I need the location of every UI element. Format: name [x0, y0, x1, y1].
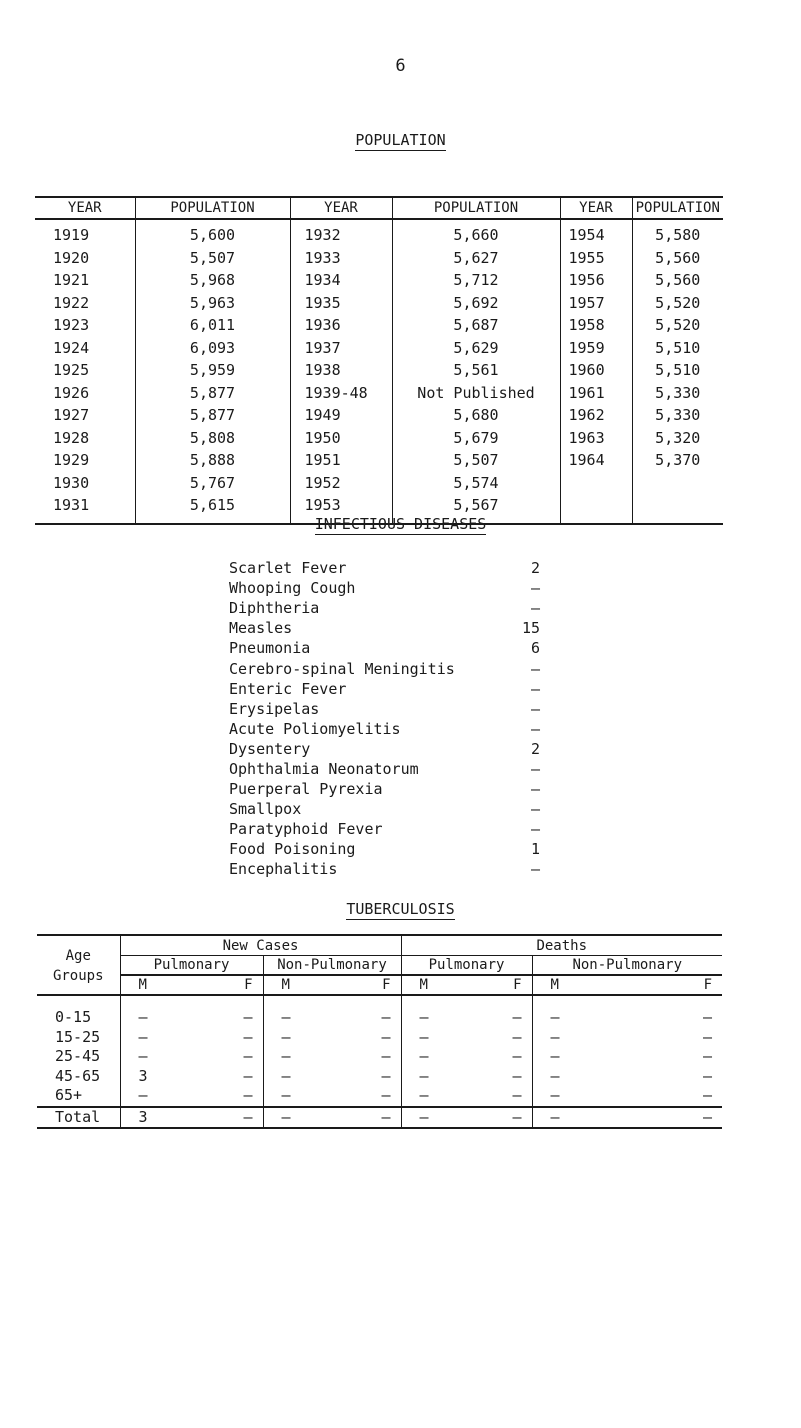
population-cell: 5,320	[632, 427, 723, 450]
disease-row	[229, 799, 540, 819]
value-m: –	[550, 1008, 560, 1027]
population-cell: 5,687	[392, 314, 560, 337]
year-cell: 1921	[53, 271, 90, 290]
value-f: –	[243, 1027, 253, 1046]
year-cell: 1963	[560, 427, 632, 450]
disease-count: –	[530, 820, 540, 839]
year-cell: 1954	[560, 219, 632, 247]
population-row	[35, 359, 723, 382]
disease-row	[229, 638, 540, 658]
disease-count: –	[530, 579, 540, 598]
new-non-pulmonary-mf: M F	[263, 975, 401, 995]
disease-count: –	[530, 780, 540, 799]
disease-row	[229, 759, 540, 779]
disease-count: 6	[530, 639, 540, 658]
value-m: –	[138, 1027, 148, 1046]
year-cell: 1939-48	[290, 382, 392, 405]
infectious-diseases-list	[229, 558, 540, 880]
population-cell: 5,888	[135, 449, 290, 472]
disease-count: –	[530, 599, 540, 618]
value-pair-cell	[263, 995, 401, 1028]
age-group-label: 45-65	[55, 1066, 101, 1085]
value-pair-cell	[263, 1067, 401, 1087]
year-cell: 1955	[560, 247, 632, 270]
deaths-non-pulmonary-mf: M F	[532, 975, 722, 995]
page-number: 6	[395, 56, 406, 76]
value-pair-cell	[401, 1047, 532, 1067]
value-f: –	[702, 1027, 712, 1046]
value-pair-cell	[263, 1107, 401, 1129]
year-cell: 1951	[290, 449, 392, 472]
disease-name: Pneumonia	[229, 639, 311, 658]
population-cell: 5,679	[392, 427, 560, 450]
year-cell: 1957	[560, 292, 632, 315]
disease-row	[229, 779, 540, 799]
population-cell: 5,507	[392, 449, 560, 472]
population-cell: 5,507	[135, 247, 290, 270]
value-m: –	[419, 1066, 429, 1085]
population-cell: 6,093	[135, 337, 290, 360]
value-pair-cell	[532, 1067, 722, 1087]
year-cell: 1929	[53, 451, 90, 470]
disease-count: 2	[530, 739, 540, 758]
value-f: –	[512, 1086, 522, 1105]
tuberculosis-heading: TUBERCULOSIS	[346, 900, 455, 918]
value-pair-cell	[263, 1028, 401, 1048]
value-m: –	[138, 1047, 148, 1066]
infectious-diseases-heading: INFECTIOUS DISEASES	[314, 515, 487, 533]
population-cell: 5,877	[135, 382, 290, 405]
population-cell: 5,574	[392, 472, 560, 495]
population-cell: 5,629	[392, 337, 560, 360]
year-cell: 1933	[290, 247, 392, 270]
population-row	[35, 247, 723, 270]
disease-count: –	[530, 800, 540, 819]
disease-count: –	[530, 719, 540, 738]
population-cell: 5,561	[392, 359, 560, 382]
value-pair-cell	[120, 1067, 263, 1087]
value-m: –	[419, 1027, 429, 1046]
value-f: –	[243, 1047, 253, 1066]
header-year: YEAR	[35, 197, 135, 219]
population-row	[35, 337, 723, 360]
population-cell: 5,560	[632, 269, 723, 292]
value-f: –	[243, 1086, 253, 1105]
population-cell: 5,560	[632, 247, 723, 270]
year-cell: 1932	[290, 219, 392, 247]
year-cell: 1964	[560, 449, 632, 472]
value-m: –	[550, 1027, 560, 1046]
population-cell: Not Published	[392, 382, 560, 405]
value-pair-cell	[120, 1086, 263, 1107]
disease-name: Paratyphoid Fever	[229, 820, 383, 839]
disease-name: Smallpox	[229, 800, 302, 819]
disease-count: –	[530, 860, 540, 879]
population-header-row	[35, 197, 723, 219]
population-heading: POPULATION	[355, 131, 446, 149]
population-cell: 5,370	[632, 449, 723, 472]
value-pair-cell	[532, 1047, 722, 1067]
deaths-header: Deaths	[401, 935, 722, 956]
population-cell: 5,520	[632, 292, 723, 315]
age-group-label: 0-15	[55, 1008, 92, 1027]
value-f: –	[512, 1027, 522, 1046]
population-row	[35, 314, 723, 337]
value-m: –	[550, 1107, 560, 1126]
population-cell: 5,767	[135, 472, 290, 495]
population-cell: 5,692	[392, 292, 560, 315]
disease-name: Cerebro-spinal Meningitis	[229, 659, 455, 678]
disease-name: Food Poisoning	[229, 840, 356, 859]
year-cell: 1958	[560, 314, 632, 337]
deaths-pulmonary-mf: M F	[401, 975, 532, 995]
value-f: –	[381, 1027, 391, 1046]
value-f: –	[702, 1107, 712, 1126]
year-cell: 1953	[290, 494, 392, 524]
population-cell: 5,520	[632, 314, 723, 337]
year-cell: 1925	[53, 361, 90, 380]
year-cell: 1938	[290, 359, 392, 382]
disease-row	[229, 859, 540, 879]
disease-name: Dysentery	[229, 739, 311, 758]
disease-name: Encephalitis	[229, 860, 338, 879]
population-row	[35, 382, 723, 405]
disease-name: Enteric Fever	[229, 679, 347, 698]
deaths-non-pulmonary-header: Non-Pulmonary	[532, 956, 722, 976]
value-f: –	[381, 1047, 391, 1066]
year-cell: 1937	[290, 337, 392, 360]
year-cell: 1923	[53, 316, 90, 335]
disease-count: 1	[530, 840, 540, 859]
value-f: –	[381, 1066, 391, 1085]
year-cell: 1920	[53, 248, 90, 267]
disease-count: –	[530, 759, 540, 778]
new-pulmonary-header: Pulmonary	[120, 956, 263, 976]
population-cell: 5,580	[632, 219, 723, 247]
disease-row	[229, 839, 540, 859]
population-cell: 5,510	[632, 337, 723, 360]
value-pair-cell	[401, 995, 532, 1028]
disease-count: 15	[521, 619, 540, 638]
value-pair-cell	[401, 1107, 532, 1129]
population-cell: 5,330	[632, 382, 723, 405]
value-f: –	[243, 1066, 253, 1085]
value-f: –	[702, 1066, 712, 1085]
age-group-label: 25-45	[55, 1047, 101, 1066]
value-pair-cell	[401, 1028, 532, 1048]
value-f: –	[512, 1008, 522, 1027]
population-row	[35, 472, 723, 495]
year-cell: 1922	[53, 293, 90, 312]
value-f: –	[512, 1066, 522, 1085]
value-pair-cell	[263, 1086, 401, 1107]
disease-name: Ophthalmia Neonatorum	[229, 759, 419, 778]
value-f: –	[512, 1107, 522, 1126]
value-m: –	[419, 1107, 429, 1126]
year-cell: 1936	[290, 314, 392, 337]
population-row	[35, 449, 723, 472]
disease-name: Puerperal Pyrexia	[229, 780, 383, 799]
disease-count: –	[530, 659, 540, 678]
year-cell: 1959	[560, 337, 632, 360]
disease-name: Acute Poliomyelitis	[229, 719, 401, 738]
disease-count: –	[530, 699, 540, 718]
value-f: –	[512, 1047, 522, 1066]
year-cell: 1961	[560, 382, 632, 405]
population-cell: 5,600	[135, 219, 290, 247]
value-m: –	[419, 1047, 429, 1066]
value-pair-cell	[120, 1107, 263, 1129]
age-group-label: 15-25	[55, 1027, 101, 1046]
value-m: –	[281, 1086, 291, 1105]
population-cell: 5,660	[392, 219, 560, 247]
disease-count: 2	[530, 559, 540, 578]
value-m: –	[550, 1047, 560, 1066]
value-m: –	[419, 1086, 429, 1105]
value-f: –	[243, 1107, 253, 1126]
value-pair-cell	[401, 1086, 532, 1107]
age-groups-header: Age Groups	[37, 935, 120, 995]
disease-name: Measles	[229, 619, 293, 638]
header-population: POPULATION	[135, 197, 290, 219]
disease-count: –	[530, 679, 540, 698]
population-row	[35, 292, 723, 315]
population-row	[35, 219, 723, 247]
total-row	[37, 1107, 722, 1129]
population-cell: 5,627	[392, 247, 560, 270]
population-cell	[632, 472, 723, 495]
value-pair-cell	[532, 1086, 722, 1107]
year-cell: 1930	[53, 473, 90, 492]
year-cell: 1924	[53, 338, 90, 357]
population-cell: 5,680	[392, 404, 560, 427]
population-row	[35, 269, 723, 292]
header-population: POPULATION	[392, 197, 560, 219]
value-f: –	[243, 1008, 253, 1027]
disease-row	[229, 719, 540, 739]
value-pair-cell	[532, 995, 722, 1028]
disease-name: Diphtheria	[229, 599, 320, 618]
age-group-row	[37, 995, 722, 1028]
population-row	[35, 427, 723, 450]
year-cell: 1950	[290, 427, 392, 450]
year-cell: 1927	[53, 406, 90, 425]
year-cell: 1952	[290, 472, 392, 495]
year-cell: 1962	[560, 404, 632, 427]
disease-row	[229, 578, 540, 598]
population-cell: 5,510	[632, 359, 723, 382]
value-pair-cell	[120, 1047, 263, 1067]
value-m: 3	[138, 1066, 148, 1085]
disease-row	[229, 739, 540, 759]
population-cell: 5,330	[632, 404, 723, 427]
value-m: –	[138, 1008, 148, 1027]
population-cell: 5,712	[392, 269, 560, 292]
value-m: –	[419, 1008, 429, 1027]
value-f: –	[702, 1047, 712, 1066]
disease-row	[229, 699, 540, 719]
value-m: –	[281, 1008, 291, 1027]
disease-row	[229, 598, 540, 618]
year-cell: 1949	[290, 404, 392, 427]
value-f: –	[702, 1008, 712, 1027]
value-m: –	[281, 1047, 291, 1066]
disease-row	[229, 618, 540, 638]
value-pair-cell	[401, 1067, 532, 1087]
value-pair-cell	[263, 1047, 401, 1067]
year-cell: 1935	[290, 292, 392, 315]
value-m: –	[138, 1086, 148, 1105]
disease-row	[229, 558, 540, 578]
value-m: –	[281, 1107, 291, 1126]
year-cell: 1960	[560, 359, 632, 382]
value-pair-cell	[120, 995, 263, 1028]
population-cell: 5,877	[135, 404, 290, 427]
year-cell: 1928	[53, 428, 90, 447]
age-group-label: 65+	[37, 1086, 120, 1107]
value-pair-cell	[120, 1028, 263, 1048]
population-cell: 5,963	[135, 292, 290, 315]
disease-name: Scarlet Fever	[229, 559, 347, 578]
year-cell: 1919	[53, 226, 90, 245]
tuberculosis-table	[37, 934, 722, 1129]
year-cell: 1926	[53, 383, 90, 402]
population-row	[35, 404, 723, 427]
header-year: YEAR	[290, 197, 392, 219]
population-cell: 5,567	[392, 494, 560, 524]
population-cell: 5,959	[135, 359, 290, 382]
age-group-row	[37, 1028, 722, 1048]
disease-row	[229, 658, 540, 678]
year-cell	[560, 472, 632, 495]
disease-name: Erysipelas	[229, 699, 320, 718]
year-cell: 1931	[53, 496, 90, 515]
value-f: –	[702, 1086, 712, 1105]
value-pair-cell	[532, 1107, 722, 1129]
deaths-pulmonary-header: Pulmonary	[401, 956, 532, 976]
value-f: –	[381, 1107, 391, 1126]
header-year: YEAR	[560, 197, 632, 219]
value-pair-cell	[532, 1028, 722, 1048]
new-non-pulmonary-header: Non-Pulmonary	[263, 956, 401, 976]
value-m: 3	[138, 1107, 148, 1126]
new-pulmonary-mf: M F	[120, 975, 263, 995]
year-cell: 1956	[560, 269, 632, 292]
age-group-row	[37, 1086, 722, 1107]
header-population: POPULATION	[632, 197, 723, 219]
year-cell: 1934	[290, 269, 392, 292]
age-group-row	[37, 1047, 722, 1067]
value-m: –	[281, 1066, 291, 1085]
value-m: –	[550, 1086, 560, 1105]
total-label: Total	[37, 1107, 120, 1129]
population-cell: 5,968	[135, 269, 290, 292]
value-f: –	[381, 1008, 391, 1027]
population-cell: 6,011	[135, 314, 290, 337]
value-m: –	[281, 1027, 291, 1046]
value-m: –	[550, 1066, 560, 1085]
value-f: –	[381, 1086, 391, 1105]
population-table	[35, 196, 723, 525]
population-cell: 5,615	[135, 494, 290, 524]
disease-row	[229, 679, 540, 699]
age-group-row	[37, 1067, 722, 1087]
disease-row	[229, 819, 540, 839]
disease-name: Whooping Cough	[229, 579, 356, 598]
population-cell: 5,808	[135, 427, 290, 450]
new-cases-header: New Cases	[120, 935, 401, 956]
